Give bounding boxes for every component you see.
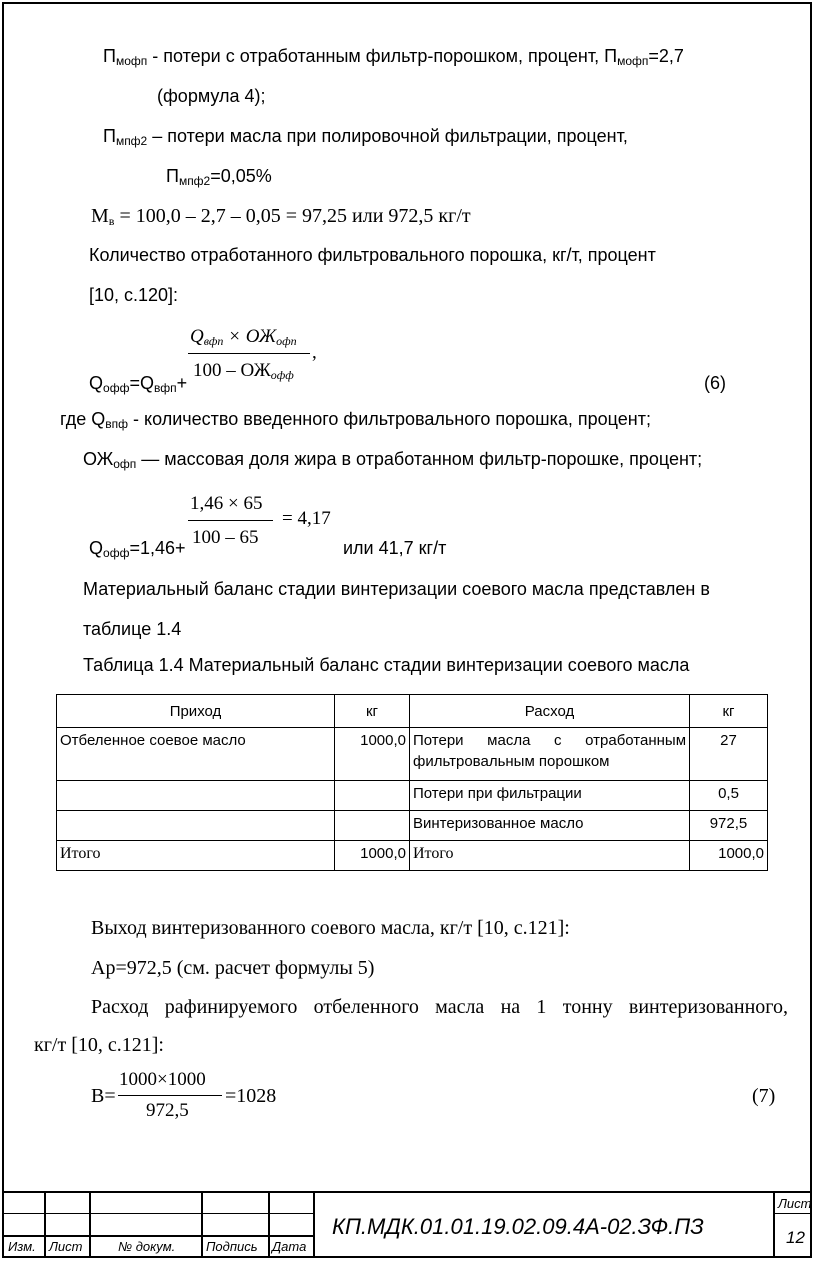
text-line: $М_в = 100,0 - 2,7 - 0,05 = 97,25$ или 972,5 кг/т (91, 205, 471, 228)
text-line: Ар=972,5 (см. расчет формулы 5) (91, 957, 375, 979)
calc-lhs: $Q_{офф}=1,46+$ (89, 538, 186, 560)
text-line: (формула 4); (157, 86, 266, 106)
stamp-izm-label: Изм. (8, 1239, 36, 1254)
text-line: $П_{мпф2}=0,05\%$ (166, 166, 272, 188)
sheet-number: 12 (786, 1228, 805, 1247)
stamp-doc-label: № докум. (118, 1239, 176, 1254)
text-line: Расход рафинируемого отбеленного масла на 1 тонну винтеризованного, (91, 996, 788, 1018)
table-row (57, 781, 768, 811)
document-code: КП.МДК.01.01.19.02.09.4А-02.ЗФ.ПЗ (332, 1214, 704, 1239)
table-cell: Итого (57, 841, 335, 871)
formula7-result: =1028 (225, 1085, 277, 1107)
table-cell: 1000,0 (335, 841, 410, 871)
formula-number: (6) (704, 373, 726, 393)
calc-tail: или 41,7 кг/т (343, 538, 447, 558)
formula7-numerator: 1000×1000 (119, 1069, 206, 1090)
table-cell (57, 781, 335, 811)
text-line: $ОЖ_{офп}$ — массовая доля жира в отработанном фильтр-порошке, процент; (83, 449, 703, 471)
table-row (57, 841, 768, 871)
text-line: таблице 1.4 (83, 619, 182, 639)
sheet-label: Лист (778, 1196, 812, 1211)
fraction-line (118, 1095, 222, 1096)
fraction-line (188, 353, 310, 354)
table-cell: Потери масла с отработанным фильтровальным порошком (410, 728, 690, 781)
material-balance-table (56, 694, 768, 871)
formula-denominator: $100 - ОЖ_{офф}$ (193, 360, 294, 382)
table-header-cell: кг (690, 695, 768, 728)
fraction-line (188, 520, 273, 521)
calc-result: = 4,17 (282, 508, 331, 529)
table-cell (335, 781, 410, 811)
table-cell: Винтеризованное масло (410, 811, 690, 841)
table-cell: Отбеленное соевое масло (57, 728, 335, 781)
table-header-cell: Приход (57, 695, 335, 728)
text-line: Выход винтеризованного соевого масла, кг/т [10, с.121]: (91, 917, 570, 939)
table-cell (335, 811, 410, 841)
table-cell: Потери при фильтрации (410, 781, 690, 811)
table-row (57, 811, 768, 841)
table-header-row (57, 695, 768, 728)
text-line: Материальный баланс стадии винтеризации соевого масла представлен в (83, 579, 710, 599)
formula-number: (7) (752, 1085, 776, 1107)
table-cell: Итого (410, 841, 690, 871)
text-line: $П_{мофп}$ - потери с отработанным фильтр-порошком, процент, $П_{мофп}=2,7$ (103, 46, 684, 68)
formula7-denominator: 972,5 (146, 1100, 189, 1121)
table-cell: 1000,0 (335, 728, 410, 781)
table-cell: 0,5 (690, 781, 768, 811)
table-caption: Таблица 1.4 Материальный баланс стадии винтеризации соевого масла (83, 655, 690, 675)
title-block (2, 1191, 812, 1258)
table-cell: 972,5 (690, 811, 768, 841)
text-line: [10, с.120]: (89, 285, 179, 305)
text-line: где $Q_{впф}$ - количество введенного фильтровального порошка, процент; (60, 409, 651, 431)
text-line: Количество отработанного фильтровального порошка, кг/т, процент (89, 245, 656, 265)
text-line: кг/т [10, с.121]: (34, 1034, 164, 1056)
calc-denominator: 100 – 65 (192, 527, 259, 548)
stamp-list-label: Лист (49, 1239, 83, 1254)
formula-lhs: $Q_{офф}=Q_{вфп}+$ (89, 373, 188, 395)
stamp-date-label: Дата (272, 1239, 307, 1254)
table-header-cell: кг (335, 695, 410, 728)
table-cell: 27 (690, 728, 768, 781)
stamp-sign-label: Подпись (206, 1239, 258, 1254)
text-line: $П_{мпф2}$ – потери масла при полировочной фильтрации, процент, (103, 126, 628, 148)
formula7-lhs: В= (91, 1085, 116, 1107)
table-cell: 1000,0 (690, 841, 768, 871)
table-cell (57, 811, 335, 841)
table-row (57, 728, 768, 781)
formula-numerator: $Q_{вфп} \times ОЖ_{офп}$ (190, 326, 297, 348)
calc-numerator: 1,46 × 65 (190, 493, 263, 514)
table-header-cell: Расход (410, 695, 690, 728)
formula-comma: , (312, 342, 317, 363)
